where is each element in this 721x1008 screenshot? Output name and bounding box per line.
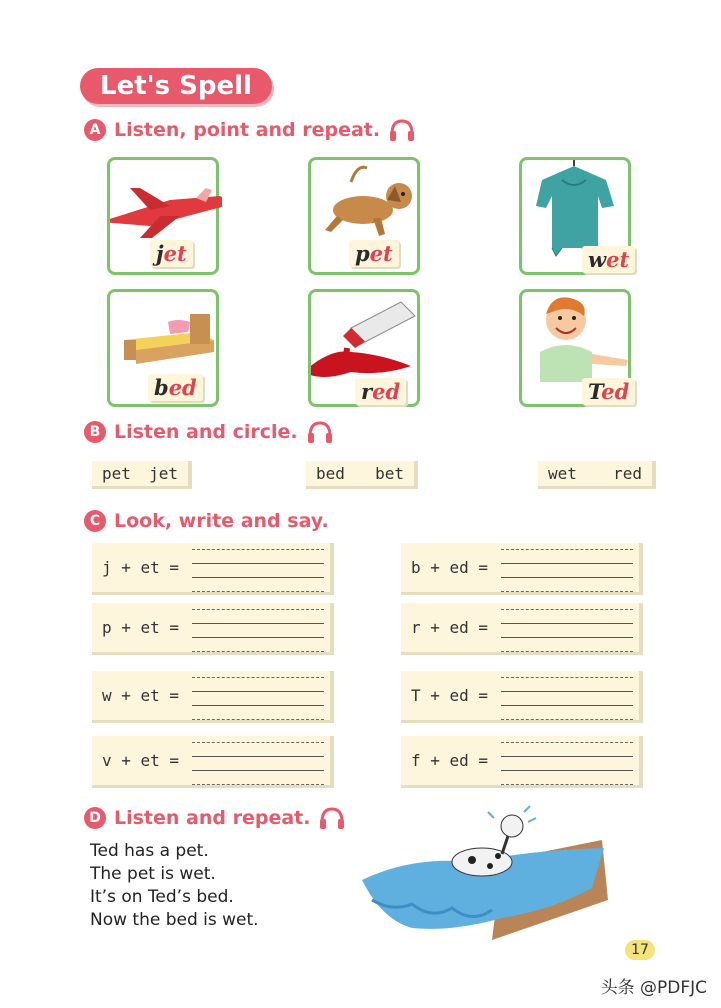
equation-text: b + ed = (411, 558, 489, 577)
equation-text: p + et = (102, 618, 180, 637)
writing-lines[interactable] (501, 742, 633, 785)
circle-option[interactable]: jet (149, 464, 178, 483)
write-item (92, 603, 334, 655)
section-b-badge: B (84, 421, 106, 443)
word-tag-wet: wet (582, 246, 635, 273)
writing-lines[interactable] (501, 677, 633, 720)
headphones-icon[interactable] (318, 806, 346, 830)
circle-option[interactable]: red (613, 464, 642, 483)
rhyme-line: Ted has a pet. (90, 841, 209, 861)
word-tag-bed: bed (148, 374, 203, 401)
word-tag-red: red (355, 378, 406, 405)
section-d-badge: D (84, 807, 106, 829)
circle-pair-2 (306, 461, 418, 489)
circle-pair-1 (92, 461, 192, 489)
circle-option[interactable]: bet (375, 464, 404, 483)
word-tag-jet: jet (150, 240, 193, 267)
write-item (92, 736, 334, 788)
card-ted (519, 289, 631, 407)
write-item (401, 603, 643, 655)
rhyme-line: It’s on Ted’s bed. (90, 887, 234, 907)
word-tag-pet: pet (349, 240, 399, 267)
section-d-title: Listen and repeat. (114, 807, 311, 829)
equation-text: w + et = (102, 686, 180, 705)
circle-pair-3 (538, 461, 656, 489)
writing-lines[interactable] (501, 549, 633, 592)
word-tag-ted: Ted (582, 378, 635, 405)
write-item (92, 543, 334, 595)
card-bed (107, 289, 219, 407)
section-c-title: Look, write and say. (114, 510, 329, 532)
wet-dog-on-bed-illustration (352, 800, 612, 948)
writing-lines[interactable] (192, 677, 324, 720)
page-title: Let's Spell (80, 68, 272, 104)
watermark-text: 头条 @PDFJC (600, 978, 707, 998)
section-b-heading (84, 420, 334, 444)
circle-option[interactable]: wet (548, 464, 577, 483)
writing-lines[interactable] (192, 609, 324, 652)
section-c-heading (84, 510, 329, 532)
card-jet (107, 157, 219, 275)
equation-text: f + ed = (411, 751, 489, 770)
section-d-heading (84, 806, 346, 830)
page-number: 17 (625, 940, 655, 960)
writing-lines[interactable] (501, 609, 633, 652)
write-item (401, 543, 643, 595)
rhyme-text (90, 840, 259, 932)
section-b-title: Listen and circle. (114, 421, 298, 443)
rhyme-line: The pet is wet. (90, 864, 216, 884)
headphones-icon[interactable] (388, 118, 416, 142)
card-wet (519, 157, 631, 275)
circle-option[interactable]: pet (102, 464, 131, 483)
section-c-badge: C (84, 510, 106, 532)
equation-text: v + et = (102, 751, 180, 770)
writing-lines[interactable] (192, 549, 324, 592)
headphones-icon[interactable] (306, 420, 334, 444)
rhyme-line: Now the bed is wet. (90, 910, 259, 930)
write-item (401, 671, 643, 723)
equation-text: T + ed = (411, 686, 489, 705)
section-a-title: Listen, point and repeat. (114, 119, 381, 141)
section-a-badge: A (84, 119, 106, 141)
writing-lines[interactable] (192, 742, 324, 785)
equation-text: j + et = (102, 558, 180, 577)
section-a-heading (84, 118, 416, 142)
write-item (401, 736, 643, 788)
card-red (308, 289, 420, 407)
equation-text: r + ed = (411, 618, 489, 637)
write-item (92, 671, 334, 723)
circle-option[interactable]: bed (316, 464, 345, 483)
card-pet (308, 157, 420, 275)
